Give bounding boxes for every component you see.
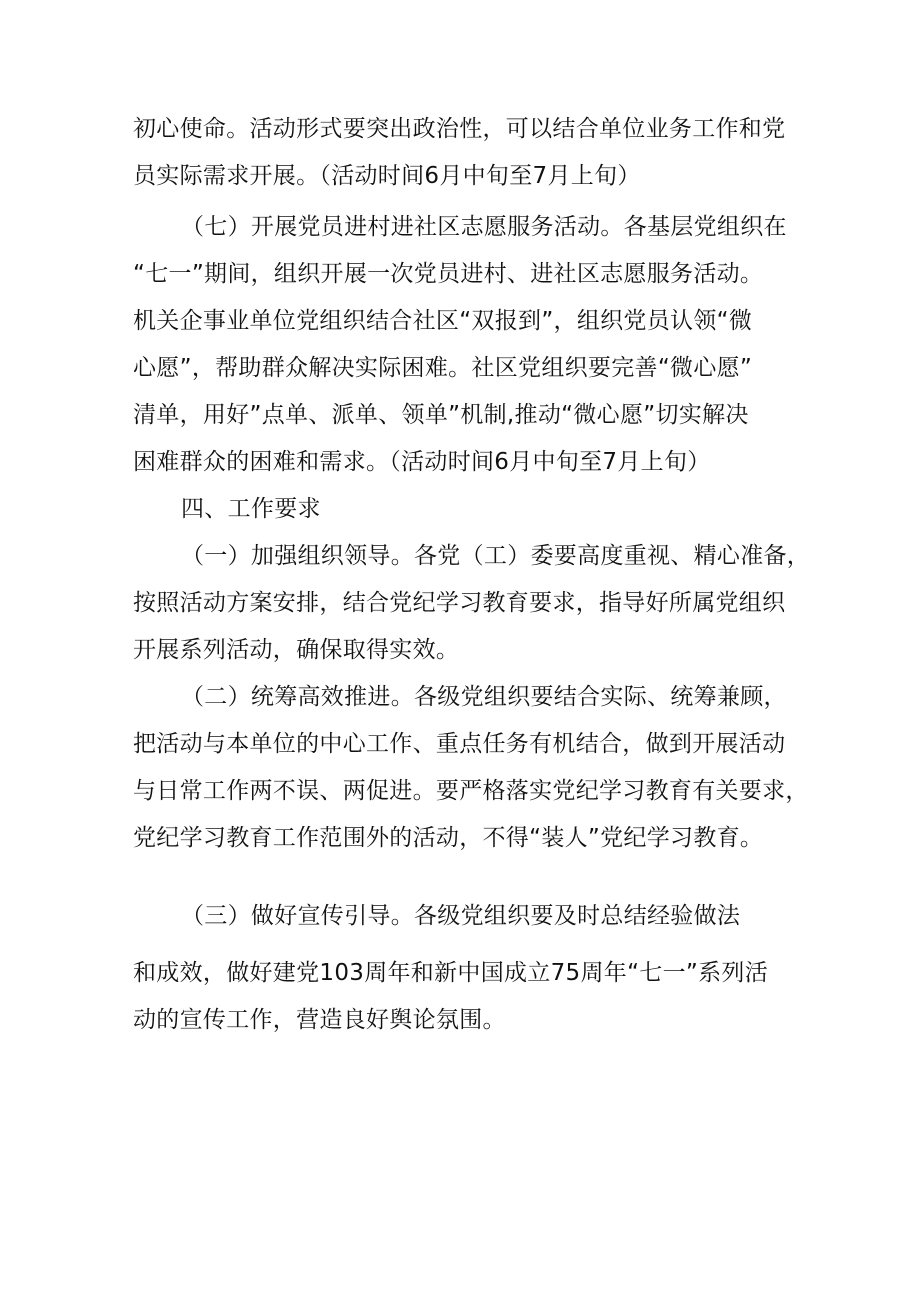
paragraph-block-4 (133, 950, 803, 1044)
text-line: 动的宣传工作，营造良好舆论氛围。 (133, 1007, 506, 1033)
section-heading-seven: （七）开展党员进村进社区志愿服务活动。各基层党组织在 (181, 214, 787, 240)
text-line: 清单，用好”点单、派单、领单”机制,推动“微心愿”切实解决 (133, 402, 749, 428)
text-line: 把活动与本单位的中心工作、重点任务有机结合，做到开展活动 (133, 731, 786, 757)
text-line: 开展系列活动，确保取得实效。 (133, 637, 460, 663)
text-line: 按照活动方案安排，结合党纪学习教育要求，指导好所属党组织 (133, 590, 786, 616)
paragraph-block-3 (133, 893, 803, 940)
text-line: 与日常工作两不误、两促进。要严格落实党纪学习教育有关要求， (133, 778, 809, 804)
paragraph-block-1 (133, 106, 803, 200)
subsection-heading-two: （二）统筹高效推进。各级党组织要结合实际、统筹兼顾， (181, 684, 787, 710)
text-line: 初心使命。活动形式要突出政治性，可以结合单位业务工作和党 (133, 116, 786, 142)
text-line: 机关企事业单位党组织结合社区“双报到”，组织党员认领“微 (133, 308, 753, 334)
text-line: 和成效，做好建党103周年和新中国成立75周年“七一”系列活 (133, 960, 768, 986)
subsection-heading-one: （一）加强组织领导。各党（工）委要高度重视、精心准备， (181, 543, 811, 569)
section-heading-four: 四、工作要求 (181, 496, 321, 522)
text-line: 员实际需求开展。（活动时间6月中旬至7月上旬） (133, 163, 641, 189)
text-line: 困难群众的困难和需求。（活动时间6月中旬至7月上旬） (133, 449, 711, 475)
text-line: “七一”期间，组织开展一次党员进村、进社区志愿服务活动。 (133, 261, 764, 287)
text-line: 心愿”，帮助群众解决实际困难。社区党组织要完善“微心愿” (133, 355, 753, 381)
text-line: 党纪学习教育工作范围外的活动，不得“装人”党纪学习教育。 (133, 825, 764, 851)
paragraph-block-2 (133, 204, 811, 862)
subsection-heading-three: （三）做好宣传引导。各级党组织要及时总结经验做法 (181, 903, 741, 929)
